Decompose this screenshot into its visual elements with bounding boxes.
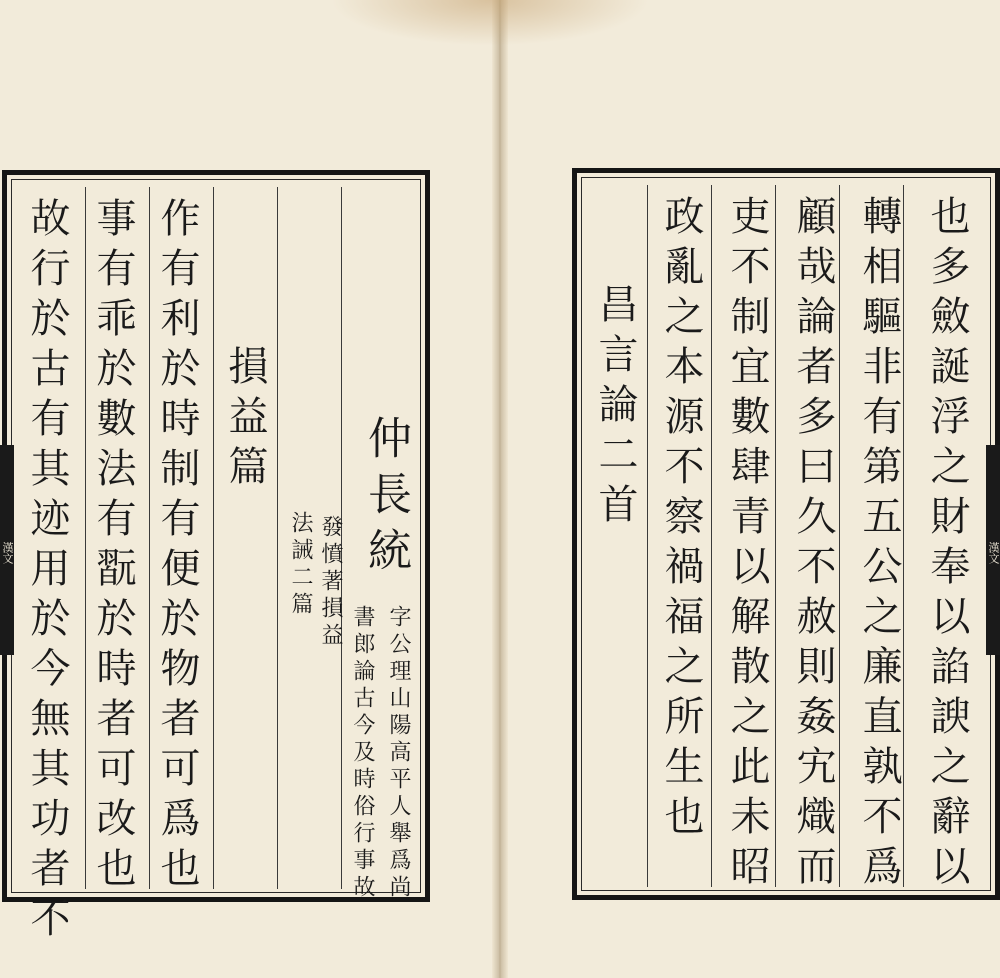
edge-tab	[0, 445, 14, 655]
text-column: 吏不制宜數肆青以解散之此未昭	[724, 195, 770, 895]
author-note: 字公理山陽高平人舉爲尚	[386, 605, 411, 902]
annotation-column: 法誡二篇	[288, 511, 313, 619]
section-title: 損益篇	[222, 345, 268, 495]
book-gutter	[492, 0, 508, 978]
text-column: 轉相驅非有第五公之廉直孰不爲	[856, 195, 902, 895]
paper-stain	[330, 0, 650, 46]
column-divider	[839, 185, 840, 887]
edge-tab	[986, 445, 1000, 655]
column-divider	[277, 187, 278, 889]
text-column: 顧哉論者多曰久不赦則姦宄熾而	[790, 195, 836, 895]
text-column: 事有乖於數法有翫於時者可改也	[90, 197, 136, 897]
text-column: 也多斂誕浮之財奉以諂諛之辭以	[924, 195, 970, 895]
column-divider	[85, 187, 86, 889]
right-page-frame	[572, 168, 1000, 900]
text-column: 作有利於時制有便於物者可爲也	[154, 197, 200, 897]
text-column: 政亂之本源不察禍福之所生也	[658, 195, 704, 845]
column-divider	[213, 187, 214, 889]
right-page	[500, 0, 1000, 978]
column-divider	[903, 185, 904, 887]
author-name: 仲長統	[360, 415, 411, 583]
left-page-frame	[2, 170, 430, 947]
text-column: 故行於古有其迹用於今無其功者不	[24, 197, 70, 947]
column-divider	[711, 185, 712, 887]
edge-tab-label: 漢文	[1, 542, 14, 564]
section-title: 昌言論二首	[592, 283, 638, 533]
column-divider	[647, 185, 648, 887]
annotation-column: 發憤著損益	[318, 515, 343, 650]
annotation-column: 書郎論古今及時俗行事故	[350, 605, 375, 902]
edge-tab-label: 漢文	[987, 542, 1000, 564]
column-divider	[149, 187, 150, 889]
column-divider	[775, 185, 776, 887]
